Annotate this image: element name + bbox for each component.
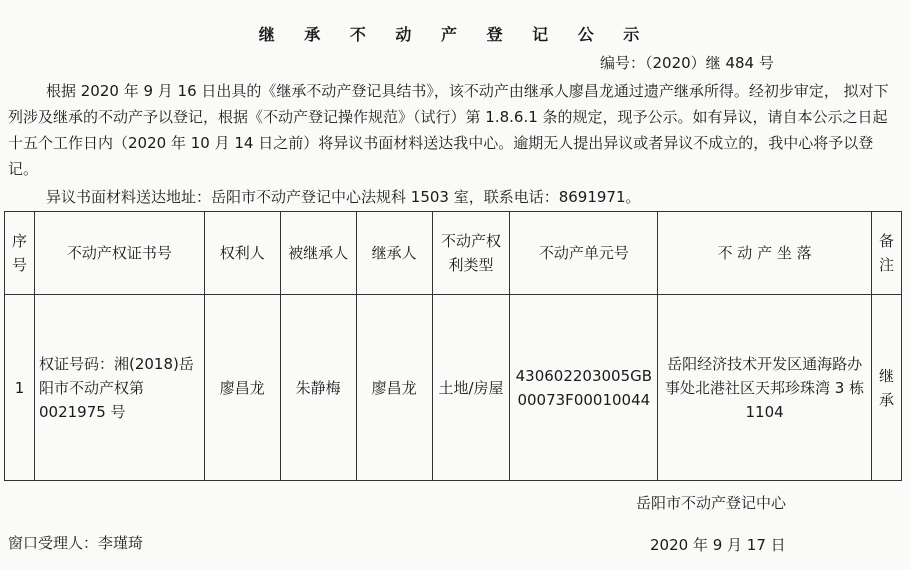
cell-right-type: 土地/房屋	[432, 295, 510, 481]
objection-address: 异议书面材料送达地址：岳阳市不动产登记中心法规科 1503 室，联系电话：8691971。	[46, 188, 641, 206]
table-header-row	[5, 212, 902, 295]
cell-holder: 廖昌龙	[204, 295, 280, 481]
header-holder: 权利人	[204, 212, 280, 295]
cell-unit-no: 430602203005GB00073F00010044	[510, 295, 658, 481]
header-right-type: 不动产权利类型	[432, 212, 510, 295]
cell-location: 岳阳经济技术开发区通海路办事处北港社区天邦珍珠湾 3 栋 1104	[658, 295, 872, 481]
header-seq: 序号	[5, 212, 35, 295]
cell-remark: 继承	[871, 295, 901, 481]
header-heir: 继承人	[356, 212, 432, 295]
cell-seq: 1	[5, 295, 35, 481]
issuing-organization: 岳阳市不动产登记中心	[636, 494, 787, 512]
cell-heir: 廖昌龙	[356, 295, 432, 481]
window-clerk: 窗口受理人：李瑾琦	[8, 534, 144, 552]
header-cert-no: 不动产权证书号	[34, 212, 204, 295]
header-deceased: 被继承人	[280, 212, 356, 295]
header-location: 不 动 产 坐 落	[658, 212, 872, 295]
notice-paragraph: 根据 2020 年 9 月 16 日出具的《继承不动产登记具结书》，该不动产由继承人廖昌龙通过遗产继承所得。经初步审定， 拟对下列涉及继承的不动产予以登记，根据《不动产登记操作规范》（试行）第 1.8.6.1 条的规定，现予公示。如有异议，请自本公示之日起十五个工作日内（2020 年 10 月 14 日之前）将异议书面材料送达我中心。逾期无人提出异议或者异议不成立的，我中心将予以登记。	[8, 82, 889, 178]
registration-table	[4, 211, 902, 481]
document-number: 编号：（2020）继 484 号	[600, 54, 774, 72]
notice-date: 2020 年 9 月 17 日	[650, 536, 786, 554]
header-unit-no: 不动产单元号	[510, 212, 658, 295]
cell-cert-no: 权证号码：湘(2018)岳阳市不动产权第0021975 号	[34, 295, 204, 481]
header-remark: 备注	[871, 212, 901, 295]
cell-deceased: 朱静梅	[280, 295, 356, 481]
table-row	[5, 295, 902, 481]
notice-title: 继 承 不 动 产 登 记 公 示	[258, 25, 652, 44]
